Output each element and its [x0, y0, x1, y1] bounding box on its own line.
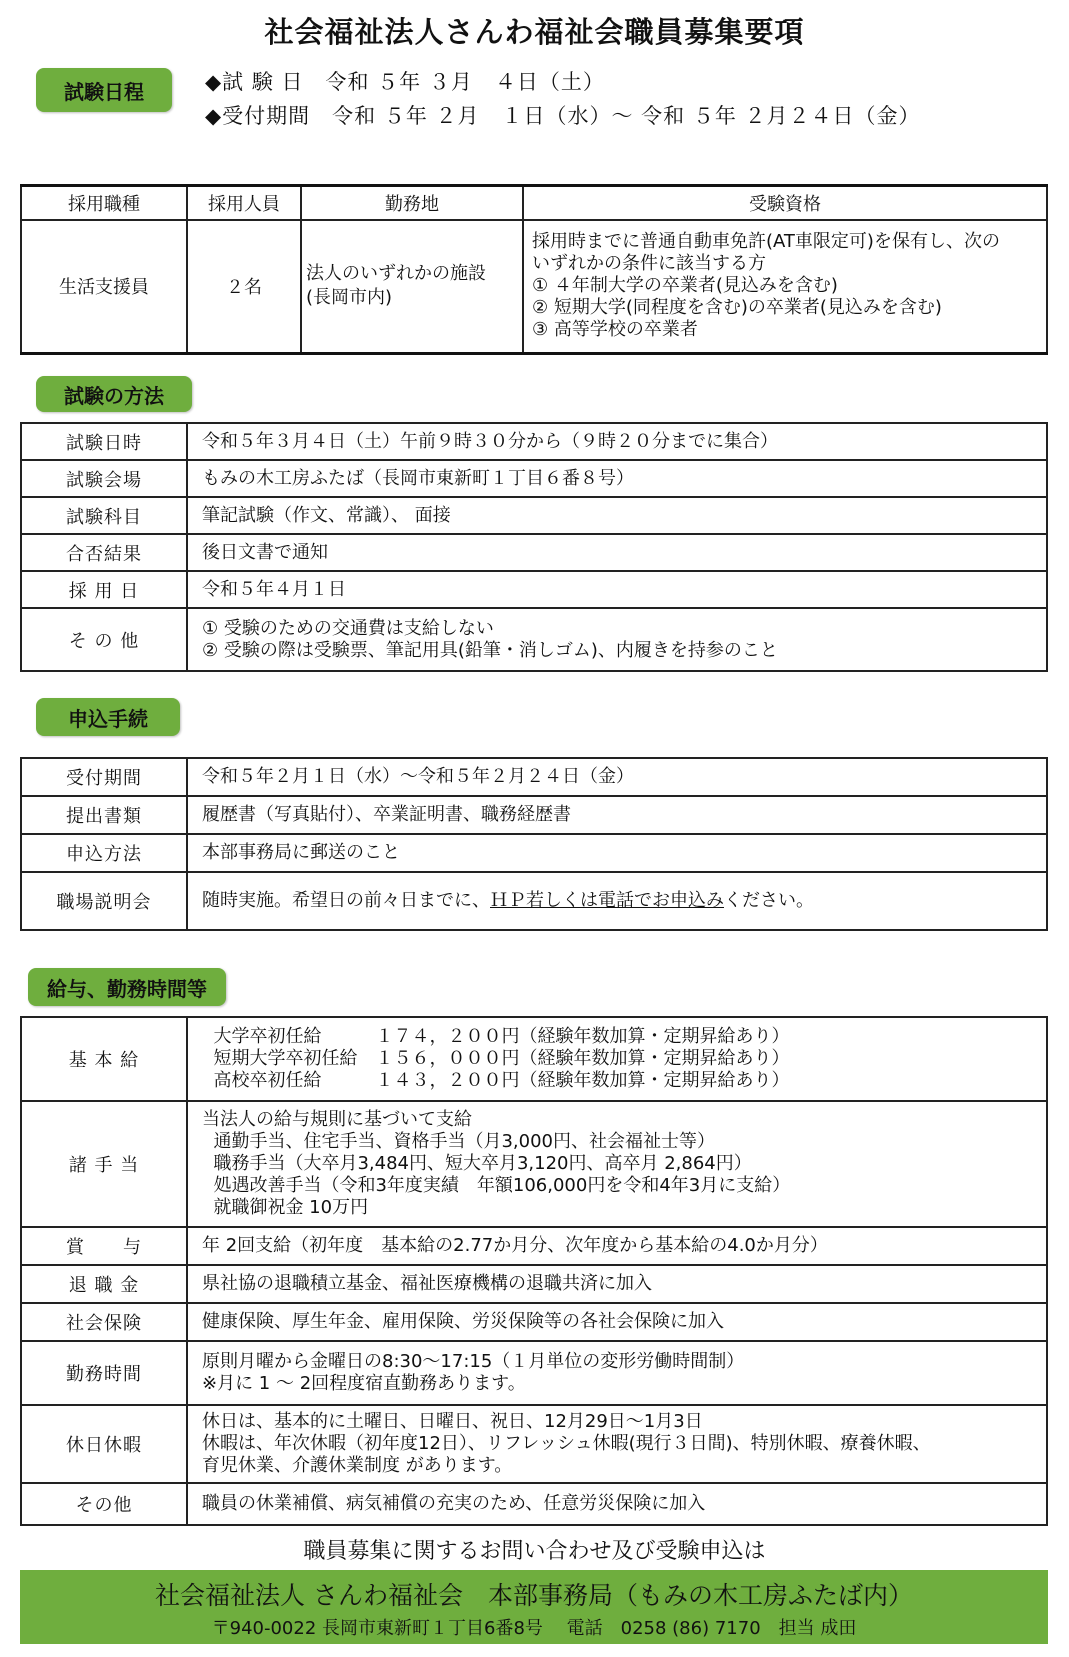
row-label: その他	[21, 1483, 187, 1525]
application-table	[20, 757, 1048, 931]
row-label: 試験会場	[21, 460, 187, 497]
row-value: 履歴書（写真貼付）、卒業証明書、職務経歴書	[187, 796, 1047, 834]
reception-period-line: ◆受付期間 令和 ５年 ２月 １日（水）～ 令和 ５年 ２月２４日（金）	[205, 104, 921, 128]
row-value: 令和５年４月１日	[187, 571, 1047, 608]
page-title: 社会福祉法人さんわ福祉会職員募集要項	[264, 15, 805, 49]
row-label: 提出書類	[21, 796, 187, 834]
row-label: 賞 与	[21, 1227, 187, 1265]
header-count: 採用人員	[187, 186, 301, 220]
section-tag-schedule: 試験日程	[36, 68, 172, 112]
row-value: もみの木工房ふたば（長岡市東新町１丁目６番８号）	[187, 460, 1047, 497]
recruitment-table	[20, 184, 1048, 355]
job-title: 生活支援員	[21, 220, 187, 354]
header-job: 採用職種	[21, 186, 187, 220]
row-value: 原則月曜から金曜日の8:30～17:15（１月単位の変形労働時間制） ※月に 1 ～ 2回程度宿直勤務あります。	[187, 1341, 1047, 1405]
section-tag-salary: 給与、勤務時間等	[28, 968, 226, 1006]
footer-org: 社会福祉法人 さんわ福祉会 本部事務局（もみの木工房ふたば内）	[155, 1581, 913, 1610]
row-label: 採 用 日	[21, 571, 187, 608]
briefing-apply-link[interactable]: ＨＰ若しくは電話でお申込み	[490, 890, 724, 911]
row-label: 社会保険	[21, 1303, 187, 1341]
row-label: 退 職 金	[21, 1265, 187, 1303]
exam-method-table	[20, 422, 1048, 672]
row-value: 令和５年３月４日（土）午前９時３０分から（９時２０分までに集合）	[187, 423, 1047, 460]
row-value: 職員の休業補償、病気補償の充実のため、任意労災保険に加入	[187, 1483, 1047, 1525]
row-label: 試験科目	[21, 497, 187, 534]
row-label: 基 本 給	[21, 1017, 187, 1101]
header-location: 勤務地	[301, 186, 523, 220]
footer-address: 〒940-0022 長岡市東新町１丁目6番8号 電話 0258 (86) 7170 担当 成田	[211, 1618, 857, 1639]
job-qualification: 採用時までに普通自動車免許(AT車限定可)を保有し、次の いずれかの条件に該当する方 ① ４年制大学の卒業者(見込みを含む) ② 短期大学(同程度を含む)の卒業者(見込みを含む) ③ 高等学校の卒業者	[523, 220, 1047, 354]
row-value: 健康保険、厚生年金、雇用保険、労災保険等の各社会保険に加入	[187, 1303, 1047, 1341]
row-label: 申込方法	[21, 834, 187, 872]
salary-table	[20, 1016, 1048, 1526]
row-label: 休日休暇	[21, 1405, 187, 1483]
row-label: 勤務時間	[21, 1341, 187, 1405]
briefing-value	[187, 872, 1047, 930]
exam-date-line: ◆試 験 日 令和 ５年 ３月 ４日（土）	[205, 70, 605, 94]
contact-footer	[20, 1570, 1048, 1644]
header-qualification: 受験資格	[523, 186, 1047, 220]
row-value: 当法人の給与規則に基づいて支給 通勤手当、住宅手当、資格手当（月3,000円、社会福祉士等） 職務手当（大卒月3,484円、短大卒月3,120円、高卒月 2,864円） 処遇改善手当（令和3年度実績 年額106,000円を令和4年3月に支給） 就職御祝金 10万円	[187, 1101, 1047, 1227]
briefing-suffix: ください。	[724, 890, 814, 911]
row-label: 受付期間	[21, 758, 187, 796]
briefing-prefix: 随時実施。希望日の前々日までに、	[202, 890, 490, 911]
row-label: 試験日時	[21, 423, 187, 460]
row-label: 諸 手 当	[21, 1101, 187, 1227]
row-value: 年 2回支給（初年度 基本給の2.77か月分、次年度から基本給の4.0か月分）	[187, 1227, 1047, 1265]
row-value: ① 受験のための交通費は支給しない ② 受験の際は受験票、筆記用具(鉛筆・消しゴム)、内履きを持参のこと	[187, 608, 1047, 671]
row-label: 合否結果	[21, 534, 187, 571]
row-value: 筆記試験（作文、常識）、 面接	[187, 497, 1047, 534]
row-label: そ の 他	[21, 608, 187, 671]
inquiry-line: 職員募集に関するお問い合わせ及び受験申込は	[303, 1539, 766, 1564]
section-tag-application: 申込手続	[36, 698, 180, 736]
row-value: 令和５年２月１日（水）～令和５年２月２４日（金）	[187, 758, 1047, 796]
row-value: 後日文書で通知	[187, 534, 1047, 571]
row-value: 県社協の退職積立基金、福祉医療機構の退職共済に加入	[187, 1265, 1047, 1303]
row-value: 大学卒初任給 １７４，２００円（経験年数加算・定期昇給あり） 短期大学卒初任給 １５６，０００円（経験年数加算・定期昇給あり） 高校卒初任給 １４３，２００円（経験年数加算・定期昇給あり）	[187, 1017, 1047, 1101]
job-count: ２名	[187, 220, 301, 354]
row-value: 本部事務局に郵送のこと	[187, 834, 1047, 872]
row-label: 職場説明会	[21, 872, 187, 930]
row-value: 休日は、基本的に土曜日、日曜日、祝日、12月29日～1月3日 休暇は、年次休暇（初年度12日）、リフレッシュ休暇(現行３日間)、特別休暇、療養休暇、 育児休業、介護休業制度 があります。	[187, 1405, 1047, 1483]
section-tag-exam-method: 試験の方法	[36, 376, 192, 412]
job-location: 法人のいずれかの施設 (長岡市内)	[301, 220, 523, 354]
